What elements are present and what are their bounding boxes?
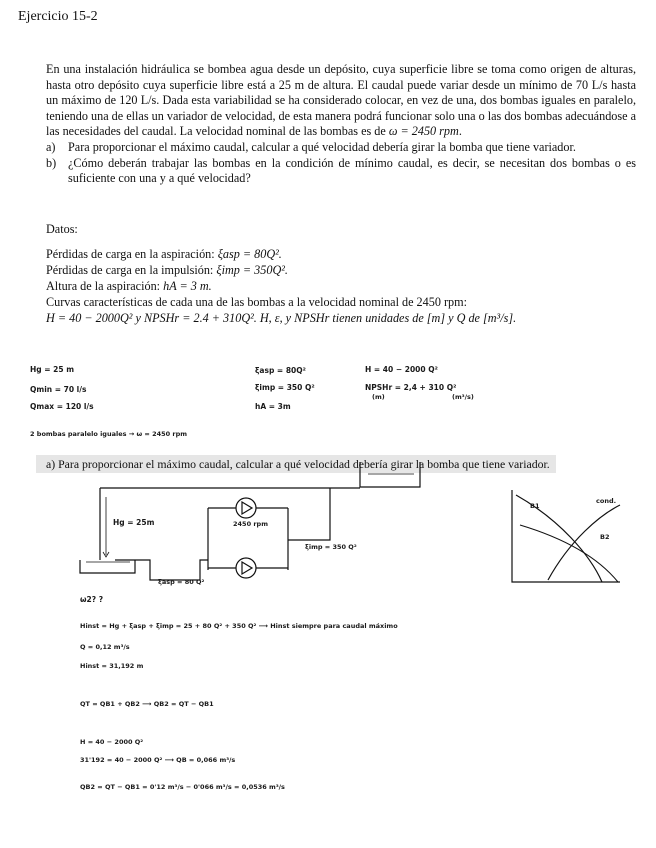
- question-b: b) ¿Cómo deberán trabajar las bombas en la condición de mínimo caudal, es decir, se necesitan dos bombas o es suficiente con una y a qué velocidad?: [46, 155, 636, 186]
- note-parallel: 2 bombas paralelo iguales → ω = 2450 rpm: [30, 430, 188, 438]
- calc-line-6: 31'192 = 40 − 2000 Q² ⟶ QB = 0,066 m³/s: [80, 756, 236, 764]
- note-ha: hA = 3m: [255, 402, 291, 411]
- pump-2-icon: [236, 558, 256, 578]
- calc-line-7: QB2 = QT − QB1 = 0'12 m³/s − 0'066 m³/s = 0,0536 m³/s: [80, 783, 285, 791]
- statement-paragraph: En una instalación hidráulica se bombea agua desde un depósito, cuya superficie libre se toma como origen de alturas, hasta otro depósito cuya superficie libre está a 25 m de altura. El caudal puede variar desde un mínimo de 70 L/s hasta un máximo de 120 L/s. Dada esta variabilidad se ha considerado colocar, en vez de una, dos bombas iguales en paralelo, teniendo una de ellas un variador de velocidad, de esta manera podrá funcionar solo una o las dos bombas adecuándose a las necesidades del caudal. La velocidad nominal de las bombas es de ω = 2450 rpm.: [46, 62, 636, 139]
- diagram-hg: Hg = 25m: [113, 518, 155, 527]
- suction-pipe: [115, 560, 208, 580]
- diagram-eimp: ξimp = 350 Q²: [305, 543, 357, 551]
- pump-curves-equation: H = 40 − 2000Q² y NPSHr = 2.4 + 310Q². H, ε, y NPSHr tienen unidades de [m] y Q de [m³/s].: [46, 311, 517, 325]
- diagram-easp: ξasp = 80 Q²: [158, 578, 205, 586]
- calc-line-5: H = 40 − 2000 Q²: [80, 738, 144, 746]
- upper-tank: [360, 462, 420, 487]
- pump-curves-label: Curvas características de cada una de las bombas a la velocidad nominal de 2450 rpm:: [46, 295, 467, 309]
- data-heading: Datos:: [46, 222, 78, 236]
- note-h-curve: H = 40 − 2000 Q²: [365, 365, 438, 374]
- discharge-losses: Pérdidas de carga en la impulsión: ξimp = 350Q².: [46, 263, 288, 277]
- calc-line-2: Q = 0,12 m³/s: [80, 643, 130, 651]
- suction-losses: Pérdidas de carga en la aspiración: ξasp = 80Q².: [46, 247, 282, 261]
- calc-line-1: Hinst = Hg + ξasp + ξimp = 25 + 80 Q² + 350 Q² ⟶ Hinst siempre para caudal máximo: [80, 622, 398, 630]
- graph-label-cond: cond.: [596, 497, 617, 505]
- pump-1-icon: [236, 498, 256, 518]
- omega-value: ω = 2450 rpm: [388, 124, 459, 139]
- note-easp: ξasp = 80Q²: [255, 366, 306, 375]
- calc-line-3: Hinst = 31,192 m: [80, 662, 144, 670]
- curve-system: [548, 505, 620, 580]
- note-qmax: Qmax = 120 l/s: [30, 402, 94, 411]
- note-npsh-units: (m³/s): [452, 393, 474, 401]
- note-npsh-m: (m): [372, 393, 385, 401]
- suction-height: Altura de la aspiración: hA = 3 m.: [46, 279, 212, 293]
- diagram-rpm: 2450 rpm: [233, 520, 268, 528]
- question-a: a) Para proporcionar el máximo caudal, calcular a qué velocidad debería girar la bomba que tiene variador.: [46, 139, 576, 154]
- note-npsh: NPSHr = 2,4 + 310 Q²: [365, 383, 457, 392]
- section-a-heading: a) Para proporcionar el máximo caudal, calcular a qué velocidad debería girar la bomba que tiene variador.: [46, 457, 550, 471]
- note-eimp: ξimp = 350 Q²: [255, 383, 315, 392]
- calc-line-4: QT = QB1 + QB2 ⟶ QB2 = QT − QB1: [80, 700, 214, 708]
- curve-b1: [516, 495, 602, 582]
- exercise-title: Ejercicio 15-2: [18, 9, 98, 24]
- note-qmin: Qmin = 70 l/s: [30, 385, 87, 394]
- note-hg: Hg = 25 m: [30, 365, 75, 374]
- diagram-question: ω2? ?: [80, 595, 104, 604]
- graph-label-b1: B1: [530, 502, 540, 510]
- graph-label-b2: B2: [600, 533, 610, 541]
